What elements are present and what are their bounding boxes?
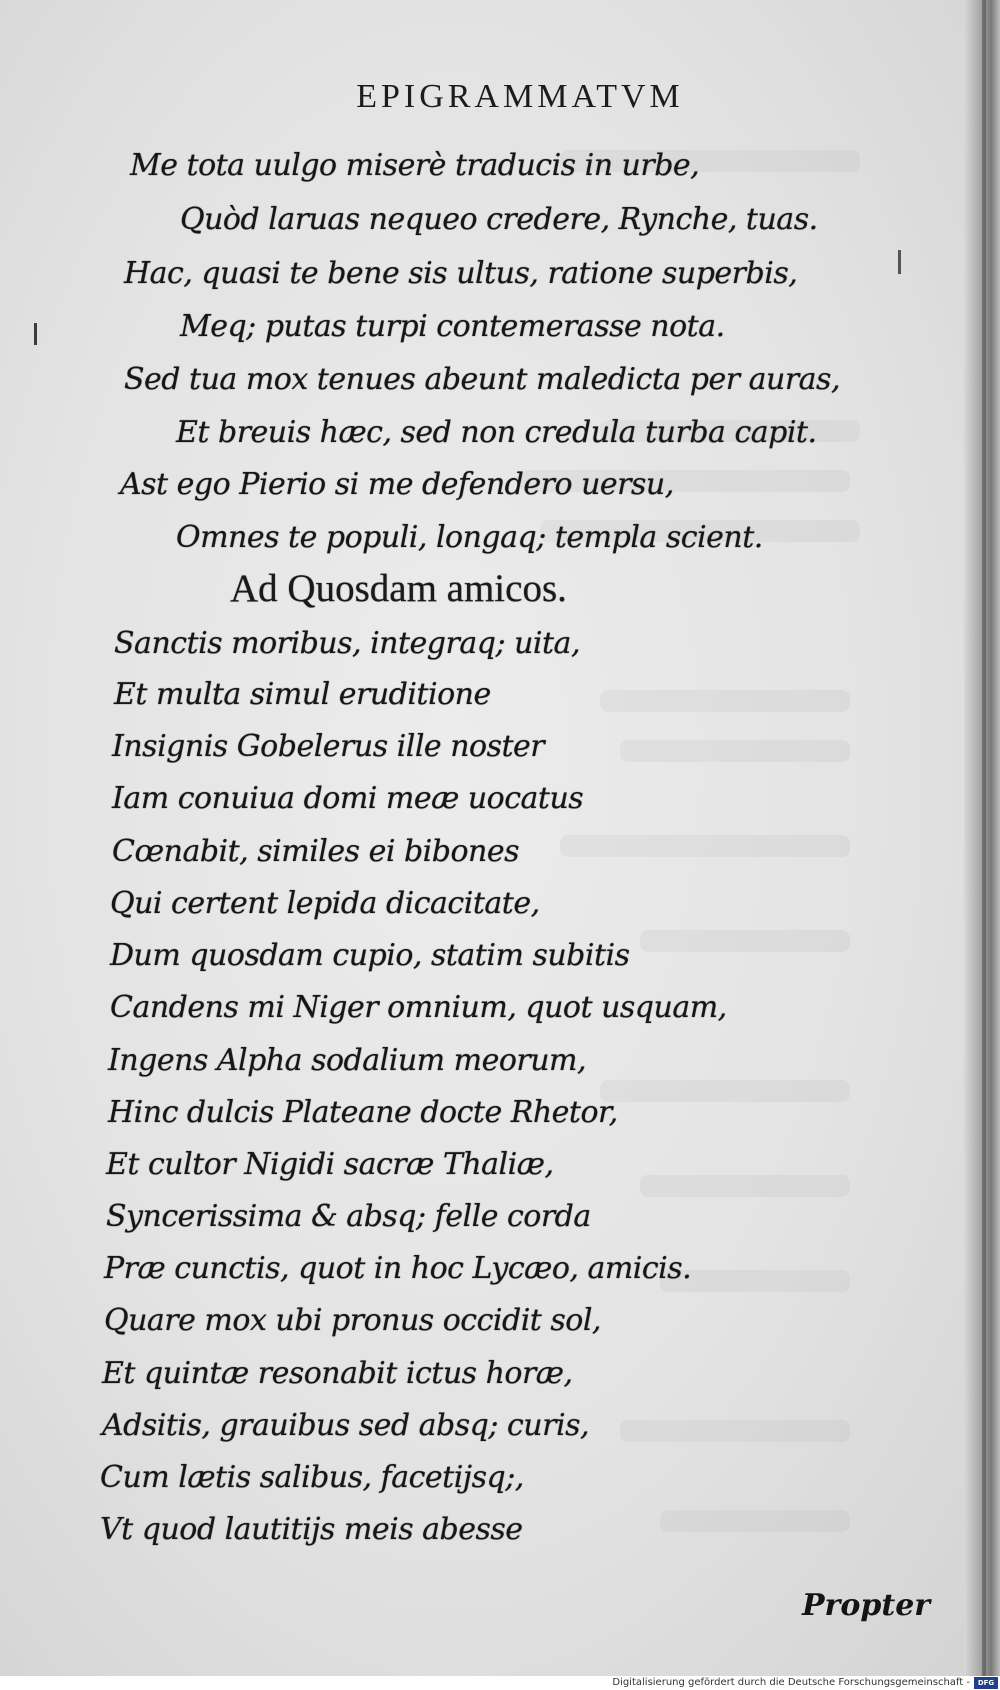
verse-line: Et multa simul eruditione [114,677,491,712]
verse-line: Dum quosdam cupio, statim subitis [110,938,630,973]
poem-heading: Ad Quosdam amicos. [230,567,567,610]
verse-line: Et quintæ resonabit ictus horæ, [102,1356,573,1391]
verse-line: Quòd laruas nequeo credere, Rynche, tuas. [180,202,818,237]
margin-mark [898,250,901,274]
catchword: Propter [802,1588,931,1623]
verse-line: Præ cunctis, quot in hoc Lycæo, amicis. [104,1251,692,1286]
verse-line: Qui certent lepida dicacitate, [110,886,540,921]
verse-line: Sanctis moribus, integraq; uita, [114,626,580,661]
verse-line: Vt quod lautitijs meis abesse [100,1512,523,1547]
verse-line: Candens mi Niger omnium, quot usquam, [110,990,727,1025]
verse-line: Insignis Gobelerus ille noster [112,729,545,764]
verse-line: Meq; putas turpi contemerasse nota. [180,309,725,344]
verse-line: Sed tua mox tenues abeunt maledicta per auras, [124,362,840,397]
verse-line: Omnes te populi, longaq; templa scient. [176,520,763,555]
footer-credit: Digitalisierung gefördert durch die Deutsche Forschungsgemeinschaft - [612,1677,970,1688]
verse-line: Et cultor Nigidi sacræ Thaliæ, [106,1147,554,1182]
running-head: EPIGRAMMATVM [356,78,684,115]
verse-line: Hac, quasi te bene sis ultus, ratione superbis, [124,256,798,291]
verse-line: Cum lætis salibus, facetijsq;, [100,1460,524,1495]
verse-line: Iam conuiua domi meæ uocatus [112,781,584,816]
digitization-footer [0,1676,1000,1690]
binding-gutter-edge [982,0,986,1690]
verse-line: Et breuis hæc, sed non credula turba capit. [176,415,817,450]
verse-line: Syncerissima & absq; felle corda [106,1199,591,1234]
margin-mark [34,323,37,345]
verse-line: Ast ego Pierio si me defendero uersu, [120,467,674,502]
verse-line: Cœnabit, similes ei bibones [112,834,519,869]
verse-line: Quare mox ubi pronus occidit sol, [104,1303,601,1338]
verse-line: Ingens Alpha sodalium meorum, [108,1043,587,1078]
verse-line: Adsitis, grauibus sed absq; curis, [102,1408,589,1443]
dfg-logo: DFG [974,1677,998,1689]
verse-line: Me tota uulgo miserè traducis in urbe, [130,148,700,183]
verse-line: Hinc dulcis Plateane docte Rhetor, [108,1095,618,1130]
